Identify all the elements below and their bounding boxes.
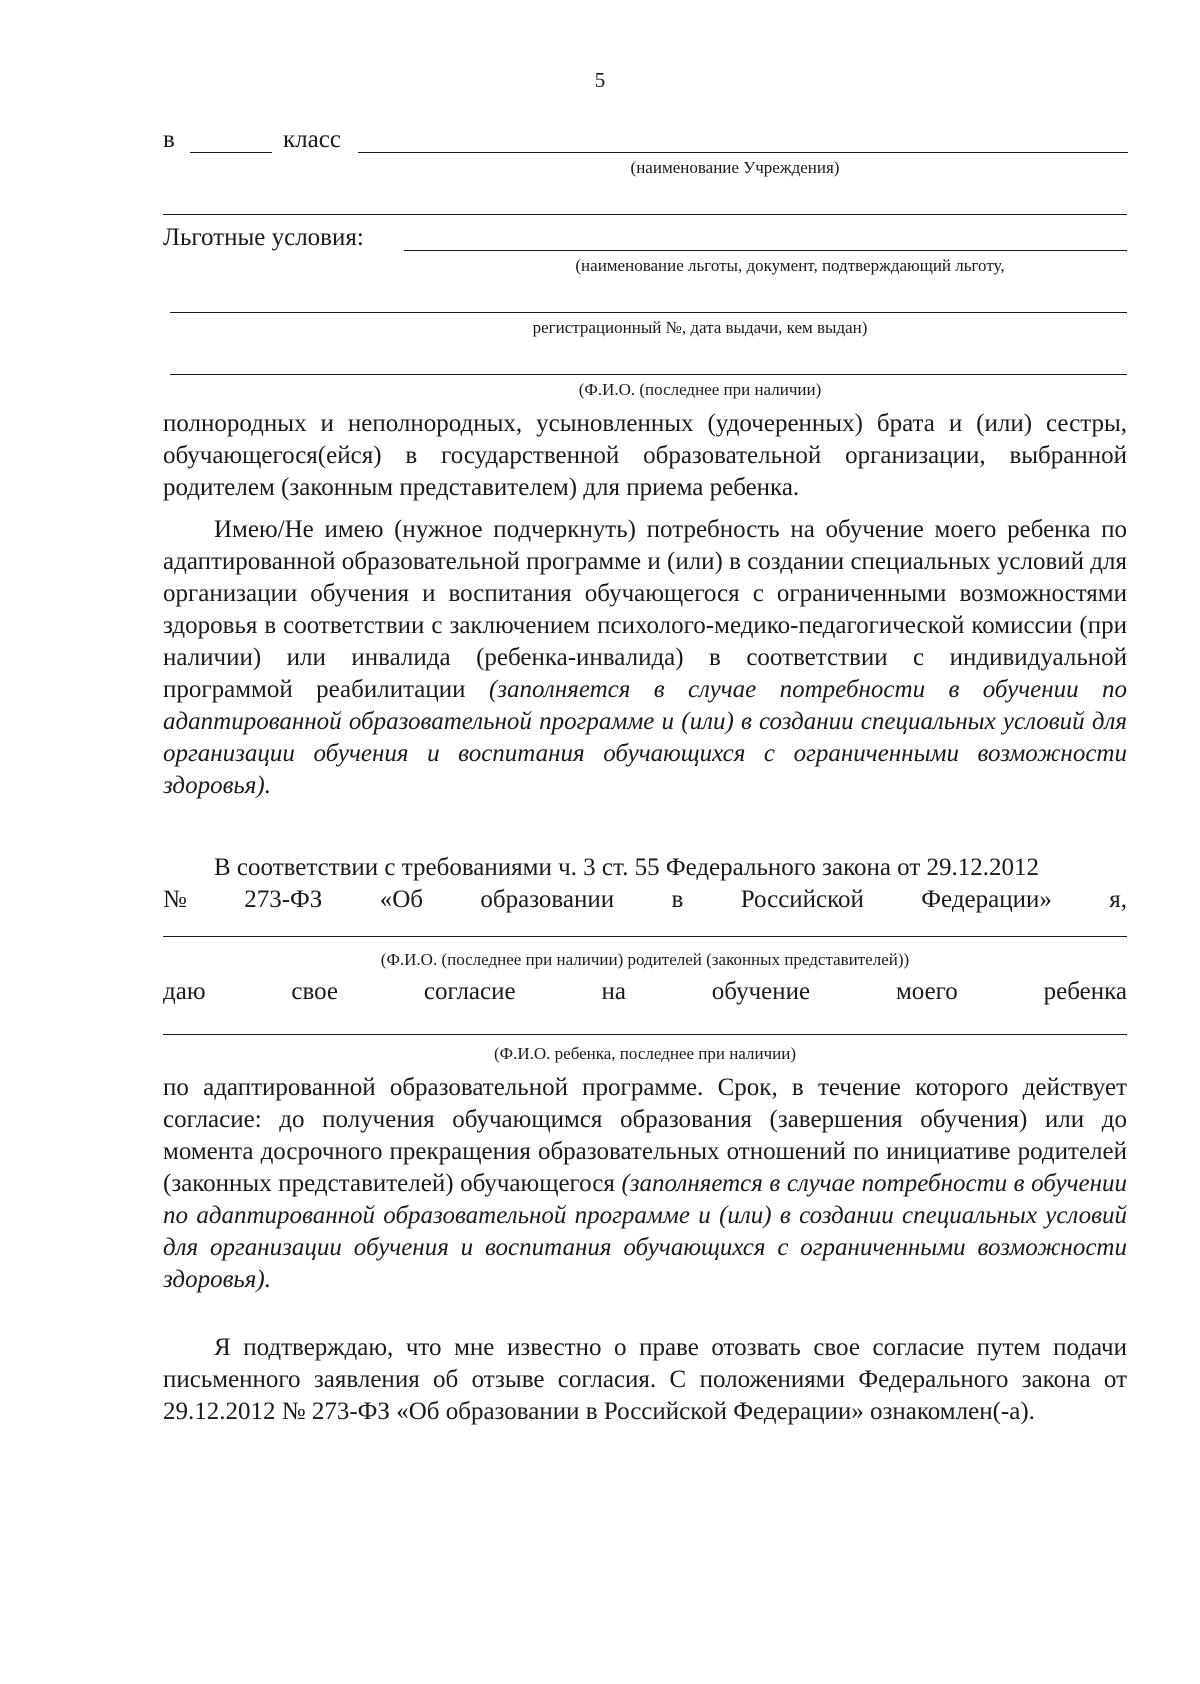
benefits-caption-2: регистрационный №, дата выдачи, кем выдан) (532, 318, 868, 337)
consent-word: согласие (423, 978, 516, 1005)
law-word: 273-ФЗ (244, 886, 323, 913)
consent-word: даю (163, 978, 206, 1005)
law-line (163, 884, 1127, 916)
class-number-blank (190, 152, 272, 153)
class-label: класс (283, 126, 341, 153)
law-word: я, (1109, 886, 1127, 913)
consent-line (163, 976, 1127, 1008)
benefits-caption-1: (наименование льготы, документ, подтверждающий льготу, (575, 256, 1005, 275)
page-number: 5 (594, 68, 606, 92)
benefits-blank-3 (170, 374, 1127, 375)
consent-term-text: по адаптированной образовательной программе. Срок, в течение которого действует согласие: до получения обучающимся образования (завершения обучения) или до момента досрочного прекращения образовательных отношений по инициативе родителей (законных представителей) обучающегося (163, 1074, 1127, 1197)
law-word: Федерации» (921, 886, 1052, 913)
consent-word: ребенка (1043, 978, 1127, 1005)
adapted-program-note: (заполняется в случае потребности в обучении по адаптированной образовательной программе и (или) в создании специальных условий для организации обучения и воспитания обучающихся с ограниченными возможности здоровья). (163, 676, 1128, 799)
child-name-blank (163, 1034, 1127, 1035)
consent-word: обучение (711, 978, 811, 1005)
adapted-program-paragraph (163, 514, 1127, 802)
law-word: Российской (740, 886, 864, 913)
benefits-blank (404, 250, 1127, 251)
consent-word: моего (895, 978, 958, 1005)
consent-word: свое (291, 978, 338, 1005)
law-word: № (163, 886, 187, 913)
institution-caption: (наименование Учреждения) (630, 158, 840, 177)
consent-word: на (601, 978, 626, 1005)
law-word: в (671, 886, 684, 913)
institution-blank (358, 152, 1128, 153)
child-caption: (Ф.И.О. ребенка, последнее при наличии) (494, 1044, 796, 1063)
parents-name-blank (163, 936, 1127, 937)
class-prefix: в (163, 126, 175, 153)
benefits-caption-3: (Ф.И.О. (последнее при наличии) (578, 380, 822, 399)
law-word: образовании (480, 886, 615, 913)
parents-caption: (Ф.И.О. (последнее при наличии) родителей (законных представителей)) (380, 950, 910, 969)
consent-term-note: (заполняется в случае потребности в обучении по адаптированной образовательной программе и (или) в создании специальных условий для организации обучения и воспитания обучающихся с ограниченными возможности здоровья). (163, 1170, 1128, 1293)
adapted-program-text: Имею/Не имею (нужное подчеркнуть) потребность на обучение моего ребенка по адаптированной образовательной программе и (или) в создании специальных условий для организации обучения и воспитания обучающегося с ограниченными возможностями здоровья в соответствии с заключением психолого-медико-педагогической комиссии (при наличии) или инвалида (ребенка-инвалида) в соответствии с индивидуальной программой реабилитации (163, 516, 1127, 703)
benefits-blank-2 (170, 312, 1127, 313)
law-intro: В соответствии с требованиями ч. 3 ст. 55 Федерального закона от 29.12.2012 (214, 854, 1040, 881)
institution-blank-2 (163, 214, 1127, 215)
siblings-paragraph: полнородных и неполнородных, усыновленных (удочеренных) брата и (или) сестры, обучающегося(ейся) в государственной образовательной организации, выбранной родителем (законным представителем) для приема ребенка. (163, 410, 1127, 501)
law-word: «Об (379, 886, 423, 913)
confirmation-paragraph: Я подтверждаю, что мне известно о праве отозвать свое согласие путем подачи письменного заявления об отзыве согласия. С положениями Федерального закона от 29.12.2012 № 273-ФЗ «Об образовании в Российской Федерации» ознакомлен(-а). (163, 1334, 1127, 1425)
benefits-label: Льготные условия: (163, 224, 364, 251)
consent-term-paragraph (163, 1072, 1127, 1296)
